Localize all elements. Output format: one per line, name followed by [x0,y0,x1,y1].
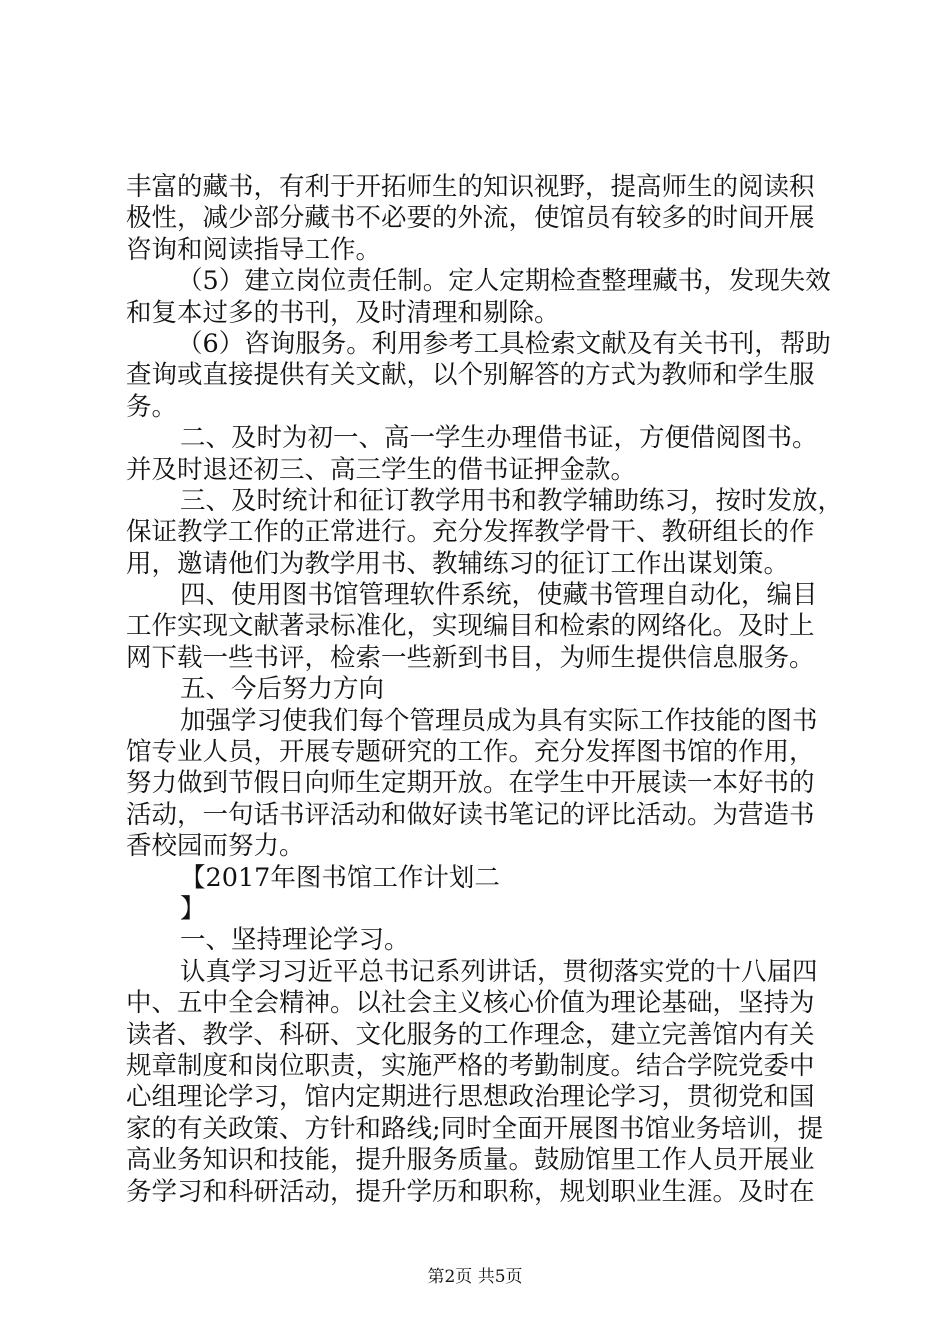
text-line: 三、及时统计和征订教学用书和教学辅助练习，按时发放， [180,485,844,516]
text-line: 中、五中全会精神。以社会主义核心价值为理论基础，坚持为 [126,988,815,1019]
text-line: 认真学习习近平总书记系列讲话，贯彻落实党的十八届四 [180,956,818,987]
section-heading: 五、今后努力方向 [180,674,385,705]
text-line: 馆专业人员，开展专题研究的工作。充分发挥图书馆的作用， [126,737,815,768]
text-line: 加强学习使我们每个管理员成为具有实际工作技能的图书 [180,705,818,736]
section-title: 【2017年图书馆工作计划二 [180,862,500,893]
text-line: 查询或直接提供有关文献，以个别解答的方式为教师和学生服 [126,360,815,391]
text-line: 工作实现文献著录标准化，实现编目和检索的网络化。及时上 [126,611,815,642]
text-line: 规章制度和岗位职责，实施严格的考勤制度。结合学院党委中 [126,1050,815,1081]
text-line: 心组理论学习，馆内定期进行思想政治理论学习，贯彻党和国 [126,1082,815,1113]
text-line: 二、及时为初一、高一学生办理借书证，方便借阅图书。 [180,423,818,454]
text-line: （6）咨询服务。利用参考工具检索文献及有关书刊，帮助 [177,328,831,359]
text-line: 保证教学工作的正常进行。充分发挥教学骨干、教研组长的作 [126,517,815,548]
section-title-bracket: 】 [180,893,206,924]
text-line: 读者、教学、科研、文化服务的工作理念，建立完善馆内有关 [126,1019,815,1050]
page-footer [0,1266,950,1288]
document-body [126,172,844,1208]
section-heading: 一、坚持理论学习。 [180,925,410,956]
text-line: 务。 [126,391,178,422]
text-line: 用，邀请他们为教学用书、教辅练习的征订工作出谋划策。 [126,548,790,579]
text-line: 咨询和阅读指导工作。 [126,234,382,265]
text-line: 努力做到节假日向师生定期开放。在学生中开展读一本好书的 [126,768,815,799]
text-line: 高业务知识和技能，提升服务质量。鼓励馆里工作人员开展业 [126,1145,815,1176]
text-line: 务学习和科研活动，提升学历和职称，规划职业生涯。及时在 [126,1176,815,1207]
text-line: 并及时退还初三、高三学生的借书证押金款。 [126,454,637,485]
page-number-label: 第2页 共5页 [427,1267,523,1287]
text-line: 家的有关政策、方针和路线;同时全面开展图书馆业务培训，提 [126,1113,824,1144]
text-line: 极性，减少部分藏书不必要的外流，使馆员有较多的时间开展 [126,203,815,234]
text-line: 网下载一些书评，检索一些新到书目，为师生提供信息服务。 [126,642,815,673]
text-line: 和复本过多的书刊，及时清理和剔除。 [126,297,560,328]
text-line: （5）建立岗位责任制。定人定期检查整理藏书，发现失效 [177,266,831,297]
text-line: 香校园而努力。 [126,831,305,862]
text-line: 四、使用图书馆管理软件系统，使藏书管理自动化，编目 [180,580,818,611]
text-line: 丰富的藏书，有利于开拓师生的知识视野，提高师生的阅读积 [126,172,815,202]
text-line: 活动，一句话书评活动和做好读书笔记的评比活动。为营造书 [126,799,815,830]
